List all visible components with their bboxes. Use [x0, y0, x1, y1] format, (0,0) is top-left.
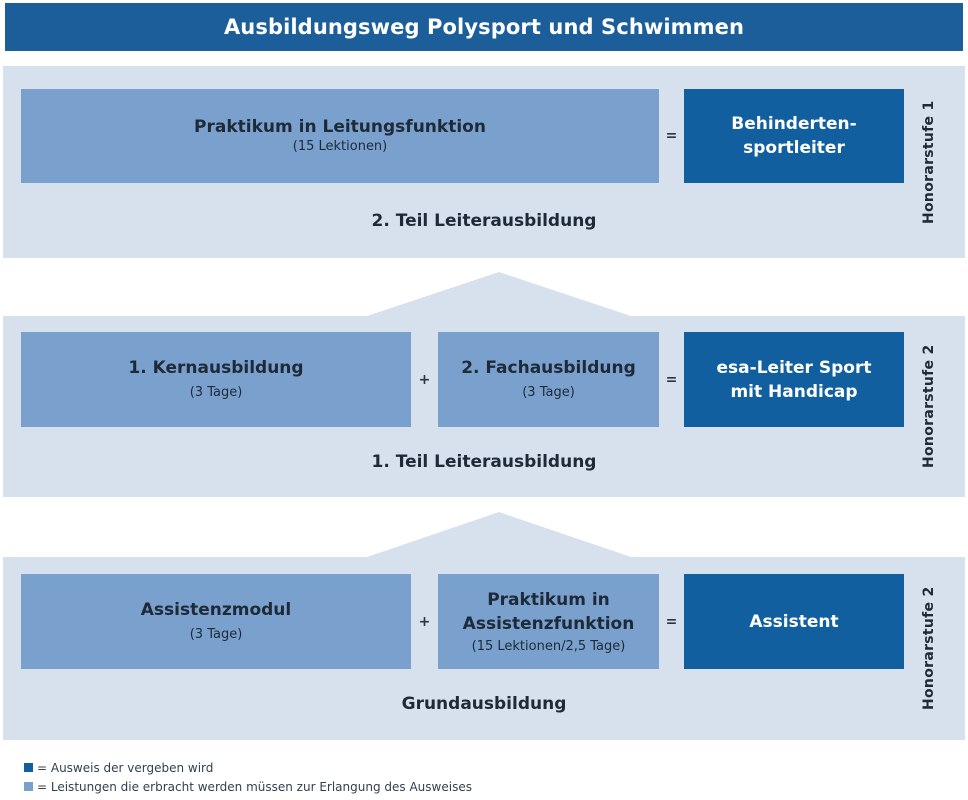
- legend-text: = Ausweis der vergeben wird: [37, 760, 214, 775]
- box-assistenzmodul: [21, 574, 411, 669]
- level-label-middle: 1. Teil Leiterausbildung: [371, 452, 597, 472]
- level-label-top: 2. Teil Leiterausbildung: [371, 211, 597, 231]
- box-main-text: Assistenzmodul: [140, 600, 292, 620]
- box-main-text-line-2: Assistenzfunktion: [462, 613, 635, 634]
- connector-arrow-middle-top: [364, 272, 634, 317]
- legend: [24, 758, 724, 798]
- result-line-2: mit Handicap: [730, 381, 858, 402]
- side-label-middle: Honorarstufe 2: [921, 344, 937, 468]
- legend-item-ausweis: [24, 758, 724, 777]
- box-sub-text: (3 Tage): [189, 627, 243, 642]
- plus-sign: +: [418, 613, 431, 630]
- box-sub-text: (3 Tage): [189, 385, 243, 400]
- result-line-1: esa-Leiter Sport: [716, 357, 872, 378]
- box-main-text-line-1: Praktikum in: [487, 589, 610, 610]
- box-main-text: 2. Fachausbildung: [461, 358, 636, 378]
- connector-arrow-bottom-middle: [364, 512, 634, 558]
- legend-swatch-dark: [24, 763, 33, 772]
- box-sub-text: (15 Lektionen): [292, 139, 388, 154]
- result-box-esa-leiter: [684, 332, 904, 427]
- box-kernausbildung: [21, 332, 411, 427]
- equals-sign: =: [665, 613, 678, 630]
- result-box-assistent: [684, 574, 904, 669]
- legend-item-leistungen: [24, 777, 724, 796]
- level-label-bottom: Grundausbildung: [401, 694, 567, 714]
- legend-text: = Leistungen die erbracht werden müssen zur Erlangung des Ausweises: [37, 779, 472, 794]
- result-text: Assistent: [749, 611, 839, 632]
- legend-swatch-light: [24, 782, 33, 791]
- box-sub-text: (3 Tage): [522, 385, 575, 400]
- equals-sign: =: [665, 128, 678, 144]
- box-main-text: 1. Kernausbildung: [128, 358, 304, 378]
- equals-sign: =: [665, 371, 678, 388]
- box-praktikum-assistenzfunktion: [438, 574, 659, 669]
- box-fachausbildung: [438, 332, 659, 427]
- box-praktikum-leitungsfunktion: [21, 89, 659, 183]
- plus-sign: +: [418, 371, 431, 388]
- side-label-top: Honorarstufe 1: [921, 100, 937, 224]
- diagram-title-bar: [5, 3, 963, 51]
- diagram-title: Ausbildungsweg Polysport und Schwimmen: [223, 15, 745, 39]
- result-line-2: sportleiter: [743, 138, 845, 158]
- result-line-1: Behinderten-: [731, 114, 857, 134]
- side-label-bottom: Honorarstufe 2: [921, 586, 937, 710]
- result-box-behindertensportleiter: [684, 89, 904, 183]
- box-sub-text: (15 Lektionen/2,5 Tage): [471, 638, 626, 654]
- box-main-text: Praktikum in Leitungsfunktion: [194, 117, 486, 137]
